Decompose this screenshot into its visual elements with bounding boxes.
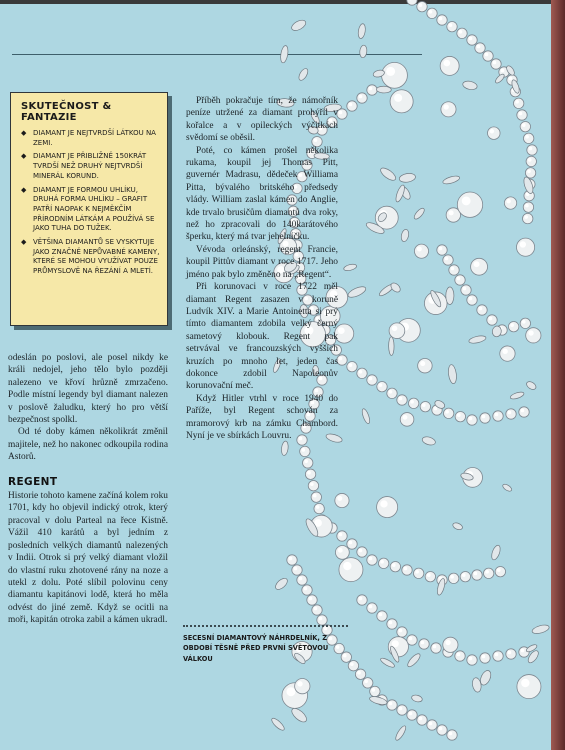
diamond-bullet-icon: ◆: [21, 185, 27, 194]
paragraph: Při korunovaci v roce 1722 měl diamant Regent zasazen v koruně Ludvík XIV. a Marie Antoinetta si prý tímto diamantem zdobila velký černý sametový klobouk. Regent pak setrvával ve francouzských vyšších kruzích po mnoho let, jeden čas dokonce zdobil Napoleonův korunovační meč.: [186, 282, 338, 392]
fact-box: [10, 92, 168, 326]
fact-item: [21, 129, 161, 148]
paragraph: odeslán po poslovi, ale posel nikdy ke králi nedojel, jeho tělo bylo později nalezeno ve křoví hrůzně zmrzačeno. Podle místní legendy byl diamant nalezen v poslově žaludku, který ho pro větší bezpečnost spolkl.: [8, 353, 168, 426]
diamond-bullet-icon: ◆: [21, 238, 27, 247]
paragraph: Poté, co kámen prošel několika rukama, koupil jej Thomas Pitt, guvernér Madrasu, dědeček Williama Pitta, bývalého britského předsedy vlády. William zaslal kámen do Anglie, kde trvalo brusičům diamantů dva roky, než ho zpracovali do 140karátového šperku, který má tvar jehelníčku.: [186, 145, 338, 243]
diamond-bullet-icon: ◆: [21, 152, 27, 161]
fact-list: [11, 129, 167, 277]
image-caption: SECESNÍ DIAMANTOVÝ NÁHRDELNÍK, Z OBDOBÍ TĚSNĚ PŘED PRVNÍ SVĚTOVOU VÁLKOU: [183, 625, 348, 664]
paragraph: Vévoda orleánský, regent Francie, koupil Pittův diamant v roce 1717. Jeho jméno pak bylo změněno na „Regent“.: [186, 244, 338, 280]
fact-item: [21, 186, 161, 235]
middle-text-column: [186, 95, 338, 442]
fact-text: VĚTŠINA DIAMANTŮ SE VYSKYTUJE JAKO ZNAČNĚ NEPŮVABNÉ KAMENY, KTERÉ SE MOHOU VYUŽÍVAT POUZE PRŮMYSLOVĚ NA ŘEZÁNÍ A MLETÍ.: [33, 238, 160, 276]
fact-box-title: SKUTEČNOST & FANTAZIE: [21, 101, 112, 123]
fact-text: DIAMANT JE NEJTVRDŠÍ LÁTKOU NA ZEMI.: [33, 129, 156, 147]
section-heading-regent: REGENT: [8, 475, 58, 488]
fact-text: DIAMANT JE PŘIBLIŽNĚ 150KRÁT TVRDŠÍ NEŽ DRUHÝ NEJTVRDŠÍ MINERÁL KORUND.: [33, 152, 147, 180]
fact-item: [21, 152, 161, 181]
paragraph: Když Hitler vtrhl v roce 1940 do Paříže, byl Regent schován za mramorový krb na zámku Chambord. Nyní je ve sbírkách Louvru.: [186, 393, 338, 441]
fact-text: DIAMANT JE FORMOU UHLÍKU, DRUHÁ FORMA UHLÍKU – GRAFIT PATŘÍ NAOPAK K NEJMĚKČÍM PŘÍRODNÍM LÁTKÁM A POUŽÍVÁ SE JAKO TUHA DO TUŽEK.: [33, 185, 155, 233]
page-binding: [551, 0, 565, 750]
paragraph: Příběh pokračuje tím, že námořník peníze utržené za diamant prohýřil v kořalce a v opileckých výčitkách svědomí se oběsil.: [186, 96, 338, 144]
paragraph: Od té doby kámen několikrát změnil majitele, než ho nakonec odkoupila rodina Astorů.: [8, 427, 168, 463]
paragraph: Historie tohoto kamene začíná kolem roku 1701, kdy ho objevil indický otrok, který pracoval v dolu Parteal na řece Kistně. Vážil 410 karátů a byl jedním z posledních velkých diamantů nalezených v Indii. Otrok si prý velký diamant vložil do vlastní ruku zhotovené rány na noze a utekl z dolu. Poté slíbil polovinu ceny diamantu kapitánovi lodě, která ho měla odvést do jiné země. Když se ocitli na moři, kapitán otroka zabil a kámen ukradl.: [8, 491, 168, 626]
diamond-bullet-icon: ◆: [21, 129, 27, 137]
left-text-column: [8, 352, 168, 627]
fact-item: [21, 238, 161, 277]
